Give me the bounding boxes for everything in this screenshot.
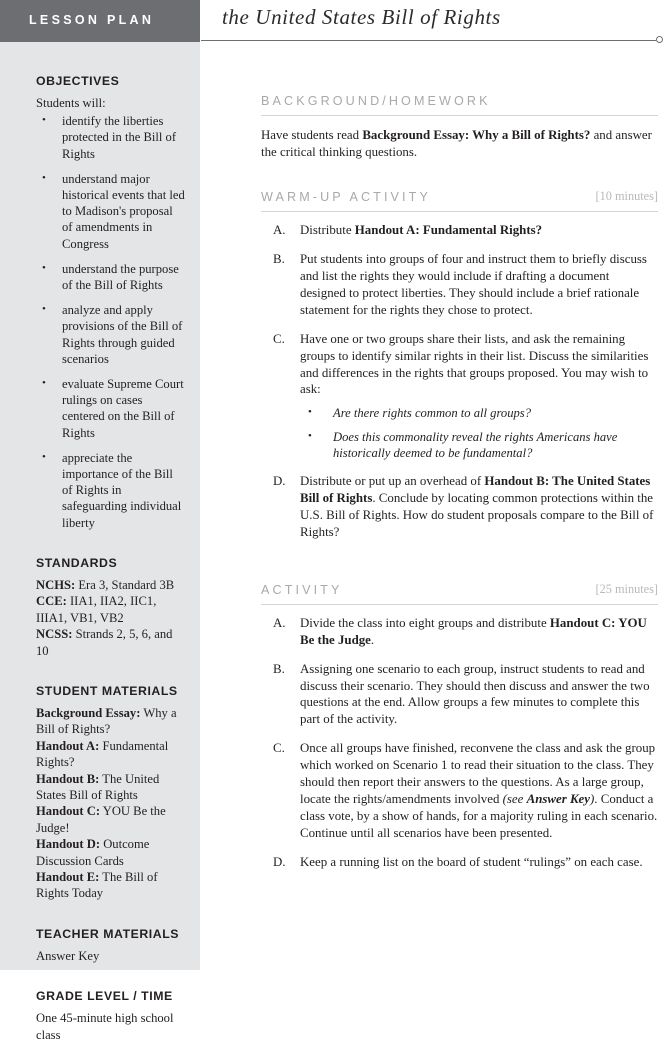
list-item: One 45-minute high school class [36, 1011, 174, 1042]
text-after: . Conduct a class vote, by a show of hands, for a majority ruling in each scenario. Continue until all scenarios have been presented. [300, 792, 658, 840]
text-after: and answer the critical thinking questions. [261, 128, 652, 159]
standard-value: IIA1, IIA2, IIC1, IIIA1, VB1, VB2 [36, 594, 157, 625]
material-label: Handout E: [36, 869, 100, 884]
list-item: • analyze and apply provisions of the Bill of Rights through guided scenarios [36, 302, 186, 367]
list-item [36, 869, 186, 902]
material-value: The Bill of Rights Today [36, 869, 158, 901]
document-title: the United States Bill of Rights [222, 5, 501, 29]
list-item: • understand the purpose of the Bill of Rights [36, 261, 186, 293]
list-item [261, 740, 658, 841]
sidebar [0, 42, 200, 1042]
list-item: • identify the liberties protected in the Bill of Rights [36, 113, 186, 162]
standard-value: Strands 2, 5, 6, and 10 [36, 627, 173, 658]
list-item [36, 803, 186, 836]
student-materials-list [36, 705, 186, 902]
teacher-materials-heading: TEACHER MATERIALS [36, 926, 180, 941]
material-label: Handout C: [36, 804, 101, 819]
step-marker: A. [273, 223, 286, 238]
material-label: Handout B: [36, 771, 100, 786]
list-item [36, 771, 186, 804]
activity-step-list [261, 615, 658, 871]
spacer [261, 553, 658, 581]
list-item: • Are there rights common to all groups? [300, 405, 658, 421]
section-divider [261, 604, 658, 605]
text-before: Keep a running list on the board of student “rulings” on each case. [300, 854, 643, 869]
list-item [36, 738, 186, 771]
text-before: Distribute or put up an overhead of [300, 474, 485, 489]
material-value: Outcome Discussion Cards [36, 837, 150, 868]
lesson-plan-tab [0, 0, 200, 42]
text-bold: Handout C: YOU Be the Judge [300, 615, 647, 647]
list-item [261, 222, 658, 239]
text-before: Once all groups have finished, reconvene the class and ask the group which worked on Scenario 1 to read their situation to the class. They should then report their answers to the questions. As a large group, locate the rights/amendments involved [300, 741, 656, 807]
objectives-list [36, 113, 186, 531]
step-marker: D. [273, 474, 286, 489]
standard-label: NCSS: [36, 627, 73, 642]
standard-value: Era 3, Standard 3B [78, 577, 175, 592]
text-before: Assigning one scenario to each group, instruct students to read and discuss their scenario. They should then discuss and answer the two questions at the end. Allow groups a few minutes to complete this part of the activity. [300, 661, 650, 727]
material-label: Handout A: [36, 738, 100, 753]
list-item [36, 593, 186, 626]
list-item: • evaluate Supreme Court rulings on cases centered on the Bill of Rights [36, 376, 186, 441]
student-materials-heading: STUDENT MATERIALS [36, 683, 178, 698]
section-title: BACKGROUND/HOMEWORK [261, 94, 491, 108]
list-item [261, 854, 658, 871]
page-header [0, 0, 672, 42]
material-label: Handout D: [36, 837, 101, 852]
objectives-intro: Students will: [36, 96, 106, 110]
text-after: . Conclude by locating common protections within the U.S. Bill of Rights. How do student proposals compare to the Bill of Rights? [300, 491, 654, 539]
standards-heading: STANDARDS [36, 555, 118, 570]
text-bold: Handout B: The United States Bill of Rights [300, 474, 651, 506]
list-item [36, 836, 186, 869]
text-before: Divide the class into eight groups and distribute [300, 615, 550, 630]
material-value: Why a Bill of Rights? [36, 705, 177, 737]
section-activity [261, 581, 658, 871]
list-item [36, 626, 186, 659]
header-divider [201, 40, 656, 41]
background-paragraph [261, 127, 658, 160]
step-marker: B. [273, 661, 285, 676]
section-header [261, 581, 658, 605]
text-bold-italic: Answer Key [526, 792, 590, 807]
main-content [200, 42, 672, 970]
warmup-step-list [261, 222, 658, 541]
material-value: Fundamental Rights? [36, 738, 169, 770]
text-italic-end: ) [590, 792, 595, 807]
step-marker: B. [273, 252, 285, 267]
text-bold: Background Essay: Why a Bill of Rights? [362, 128, 591, 142]
section-header [261, 188, 658, 212]
text-before: Have students read [261, 128, 363, 142]
text-bold: Handout A: Fundamental Rights? [354, 223, 543, 238]
objectives-heading: OBJECTIVES [36, 74, 120, 88]
section-time: [25 minutes] [595, 581, 658, 596]
list-item: • appreciate the importance of the Bill of Rights in safeguarding individual liberty [36, 450, 186, 531]
list-item [261, 661, 658, 729]
spacer [261, 160, 658, 188]
step-marker: A. [273, 615, 286, 630]
text-before: Put students into groups of four and instruct them to briefly discuss and list the rights they would include if drafting a document designed to protect liberties. They should include a brief rationale statement for the rights they chose to protect. [300, 252, 647, 317]
list-item: Answer Key [36, 948, 100, 963]
section-time: [10 minutes] [595, 189, 658, 204]
section-header [261, 92, 658, 116]
page-body [0, 42, 672, 1042]
text-before: Distribute [300, 223, 355, 238]
step-marker: C. [273, 331, 285, 346]
step-marker: D. [273, 854, 286, 869]
teacher-materials-list [36, 948, 186, 964]
section-divider [261, 115, 658, 116]
material-value: The United States Bill of Rights [36, 771, 160, 802]
list-item [261, 473, 658, 541]
standard-label: CCE: [36, 594, 67, 609]
grade-level-list [36, 1010, 186, 1043]
warmup-question-list [300, 405, 658, 461]
section-title: WARM-UP ACTIVITY [261, 190, 431, 205]
standards-list [36, 577, 186, 659]
list-item: • understand major historical events that led to Madison's proposal of amendments in Congress [36, 171, 186, 252]
text-italic: (see [502, 792, 527, 807]
section-title: ACTIVITY [261, 582, 343, 597]
grade-level-heading: GRADE LEVEL / TIME [36, 989, 173, 1004]
lesson-plan-label: LESSON PLAN [29, 13, 155, 27]
section-divider [261, 211, 658, 212]
step-marker: C. [273, 741, 285, 756]
material-value: YOU Be the Judge! [36, 804, 166, 835]
list-item [36, 705, 186, 738]
text-before: Have one or two groups share their lists, and ask the remaining groups to identify similar rights in their list. Discuss the similarities and differences in the rights that groups proposed. You may wish to ask: [300, 331, 649, 397]
material-label: Background Essay: [36, 705, 141, 720]
standard-label: NCHS: [36, 577, 76, 592]
text-after: . [370, 632, 375, 647]
list-item: • Does this commonality reveal the rights Americans have historically deemed to be fundamental? [300, 429, 658, 462]
section-background-homework [261, 92, 658, 160]
list-item [261, 251, 658, 319]
list-item [261, 615, 658, 649]
list-item [261, 331, 658, 462]
section-warmup-activity [261, 188, 658, 541]
list-item [36, 577, 186, 593]
